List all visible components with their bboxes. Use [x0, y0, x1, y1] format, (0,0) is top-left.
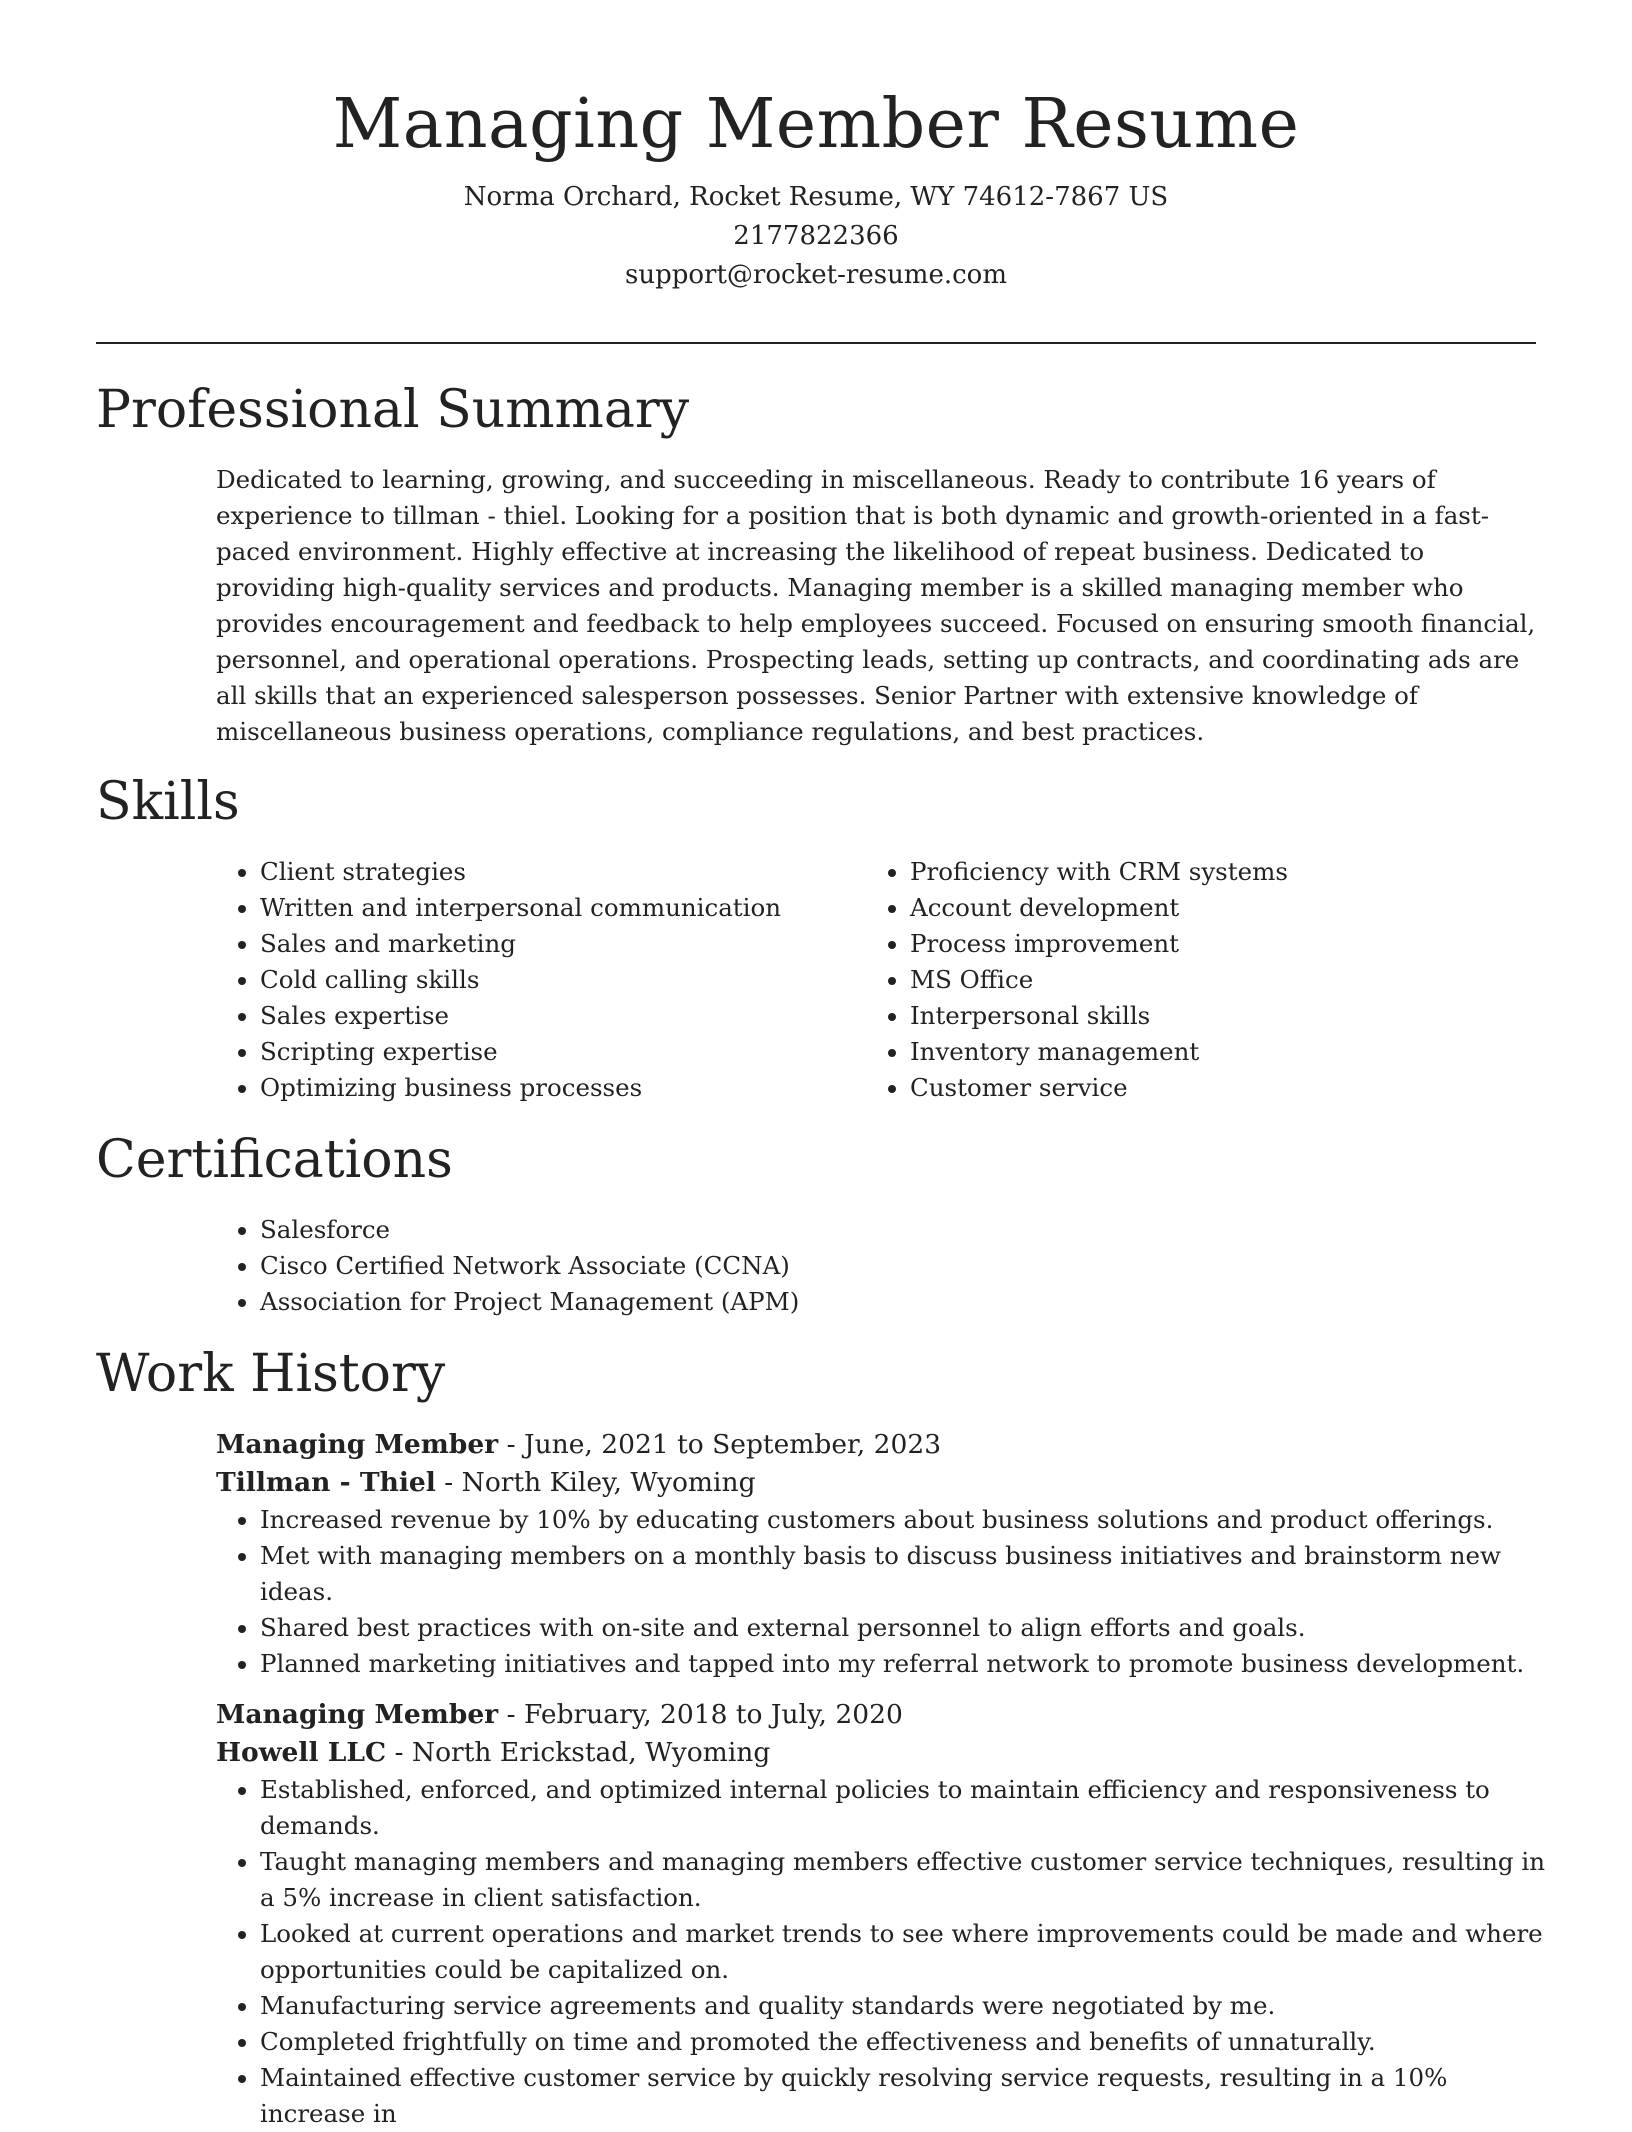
contact-email: support@rocket-resume.com: [624, 260, 1007, 291]
job-company-line: [216, 1734, 1546, 1772]
section-heading-skills: Skills: [96, 772, 240, 832]
job-responsibilities: [216, 1502, 1546, 1682]
skill-item: • Account development: [910, 890, 1506, 926]
job-responsibilities: [216, 1772, 1546, 2132]
job-entry: [216, 1426, 1546, 1682]
resume-header: [0, 0, 1632, 295]
responsibility-item: • Established, enforced, and optimized internal policies to maintain efficiency and responsiveness to demands.: [260, 1772, 1546, 1844]
contact-phone: 2177822366: [733, 221, 899, 252]
responsibility-item: • Planned marketing initiatives and tapped into my referral network to promote business development.: [260, 1646, 1546, 1682]
skill-item: • Sales expertise: [260, 998, 816, 1034]
responsibility-item: • Manufacturing service agreements and quality standards were negotiated by me.: [260, 1988, 1546, 2024]
job-company: Howell LLC: [216, 1737, 387, 1768]
certification-item: • Association for Project Management (APM): [260, 1284, 799, 1320]
skill-item: • Inventory management: [910, 1034, 1506, 1070]
job-title: Managing Member: [216, 1699, 499, 1730]
certifications-block: [216, 1212, 799, 1320]
skill-item: • Interpersonal skills: [910, 998, 1506, 1034]
skill-item: • MS Office: [910, 962, 1506, 998]
contact-address: Norma Orchard, Rocket Resume, WY 74612-7867 US: [463, 182, 1169, 213]
skill-item: • Customer service: [910, 1070, 1506, 1106]
certifications-list: [216, 1212, 799, 1320]
job-location: - North Kiley, Wyoming: [435, 1467, 756, 1498]
section-heading-certifications: Certifications: [96, 1130, 453, 1190]
responsibility-item: • Completed frightfully on time and promoted the effectiveness and benefits of unnaturally.: [260, 2024, 1546, 2060]
responsibility-item: • Met with managing members on a monthly basis to discuss business initiatives and brainstorm new ideas.: [260, 1538, 1546, 1610]
resume-title: Managing Member Resume: [332, 85, 1300, 164]
job-title-line: [216, 1696, 1546, 1734]
skills-column-left: [216, 854, 816, 1106]
skill-item: • Client strategies: [260, 854, 816, 890]
skill-item: • Cold calling skills: [260, 962, 816, 998]
job-title-line: [216, 1426, 1546, 1464]
contact-block: [0, 178, 1632, 295]
job-location: - North Erickstad, Wyoming: [386, 1737, 771, 1768]
responsibility-item: • Taught managing members and managing members effective customer service techniques, resulting in a 5% increase in client satisfaction.: [260, 1844, 1546, 1916]
summary-text: Dedicated to learning, growing, and succeeding in miscellaneous. Ready to contribute 16 years of experience to tillman - thiel. Looking for a position that is both dynamic and growth-oriented in a fast-paced environment. Highly effective at increasing the likelihood of repeat business. Dedicated to providing high-quality services and products. Managing member is a skilled managing member who provides encouragement and feedback to help employees succeed. Focused on ensuring smooth financial, personnel, and operational operations. Prospecting leads, setting up contracts, and coordinating ads are all skills that an experienced salesperson possesses. Senior Partner with extensive knowledge of miscellaneous business operations, compliance regulations, and best practices.: [216, 465, 1536, 746]
section-heading-summary: Professional Summary: [96, 380, 690, 440]
skills-list-right: [866, 854, 1506, 1106]
certification-item: • Cisco Certified Network Associate (CCNA): [260, 1248, 799, 1284]
skills-column-right: [866, 854, 1506, 1106]
job-company-line: [216, 1464, 1546, 1502]
skill-item: • Process improvement: [910, 926, 1506, 962]
responsibility-item: • Looked at current operations and market trends to see where improvements could be made and where opportunities could be capitalized on.: [260, 1916, 1546, 1988]
responsibility-item: • Shared best practices with on-site and external personnel to align efforts and goals.: [260, 1610, 1546, 1646]
job-dates: - June, 2021 to September, 2023: [498, 1429, 942, 1460]
skill-item: • Optimizing business processes: [260, 1070, 816, 1106]
certification-item: • Salesforce: [260, 1212, 799, 1248]
job-title: Managing Member: [216, 1429, 499, 1460]
job-company: Tillman - Thiel: [216, 1467, 436, 1498]
section-heading-work-history: Work History: [96, 1344, 446, 1404]
skill-item: • Scripting expertise: [260, 1034, 816, 1070]
skill-item: • Written and interpersonal communication: [260, 890, 816, 926]
skills-list-left: [216, 854, 816, 1106]
skill-item: • Sales and marketing: [260, 926, 816, 962]
header-divider: [96, 342, 1536, 344]
skill-item: • Proficiency with CRM systems: [910, 854, 1506, 890]
job-dates: - February, 2018 to July, 2020: [498, 1699, 903, 1730]
responsibility-item: • Increased revenue by 10% by educating customers about business solutions and product offerings.: [260, 1502, 1546, 1538]
job-entry: [216, 1696, 1546, 2132]
responsibility-item: • Maintained effective customer service by quickly resolving service requests, resulting in a 10% increase in: [260, 2060, 1546, 2132]
